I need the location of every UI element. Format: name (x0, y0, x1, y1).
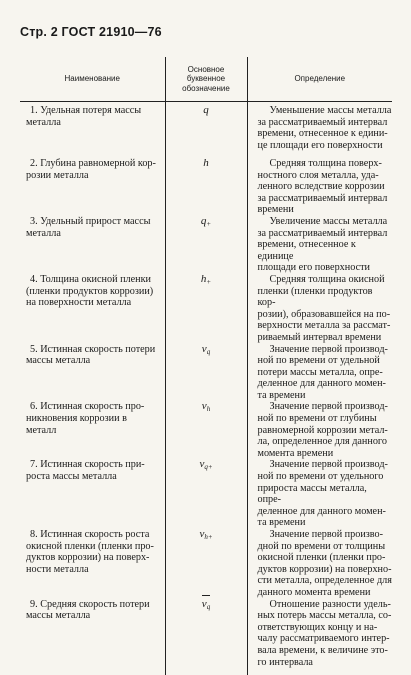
definition-line: Средняя толщина окисной (269, 273, 385, 285)
table-row (20, 344, 392, 402)
term-name-line: металла (26, 116, 61, 128)
definition-line: Значение первой производ- (269, 459, 388, 471)
table-row (20, 599, 392, 675)
term-symbol (202, 344, 210, 359)
symbol-subscript: q+ (204, 463, 213, 472)
term-symbol (203, 105, 209, 117)
term-name-line: 8. Истинная скорость роста (30, 529, 150, 540)
symbol-letter: q (200, 214, 207, 227)
definition-line: ной по времени от удельного (257, 471, 384, 483)
term-definition-cell (247, 459, 392, 529)
term-definition-cell (247, 216, 392, 274)
definition-line: верхности металла за рассмат- (257, 320, 391, 332)
symbol-letter: h (203, 157, 209, 169)
definition-line: окисной пленки (пленки про- (257, 552, 386, 564)
term-name-cell (20, 401, 165, 459)
term-name-cell (20, 216, 165, 274)
term-name-cell (20, 599, 165, 675)
definition-line: ленного вследствие коррозии (257, 181, 385, 193)
symbol-subscript: h+ (204, 533, 213, 541)
definition-line: Увеличение массы металла (269, 215, 388, 227)
term-name-line: металла (26, 227, 61, 239)
table-row (20, 529, 392, 599)
term-symbol-cell (165, 401, 247, 459)
term-name-line: дуктов коррозии) на поверх- (26, 552, 150, 564)
term-symbol-cell (165, 158, 247, 216)
definition-line: момента времени (257, 447, 334, 459)
definition-line: деленное для данного момен- (257, 378, 386, 390)
definition-line: за рассматриваемый интервал (257, 227, 388, 239)
definition-line: сти металла, определенное для (257, 575, 392, 587)
definition-line: времени, отнесенное к единице (257, 239, 356, 262)
symbol-subscript: q (206, 347, 211, 356)
symbol-letter: v (201, 400, 207, 413)
definition-line: Отношение разности удель- (269, 598, 391, 610)
term-symbol (201, 216, 211, 231)
definition-line: чалу рассматриваемого интер- (257, 633, 390, 645)
term-symbol-cell (165, 102, 247, 159)
symbol-letter: v (199, 458, 205, 471)
term-symbol-cell (165, 216, 247, 274)
symbol-subscript: h (206, 405, 211, 414)
definition-line: та времени (257, 517, 306, 529)
table-header-row (20, 57, 392, 102)
term-symbol (203, 158, 209, 170)
term-definition-cell (247, 102, 392, 159)
term-name-line: окисной пленки (пленки про- (26, 540, 154, 552)
term-symbol (199, 459, 212, 474)
definition-line: ответствующих концу и на- (257, 621, 378, 633)
definition-line: за рассматриваемый интервал (257, 192, 388, 204)
symbol-letter: h (200, 272, 207, 285)
term-symbol (201, 274, 211, 289)
definition-line: площади его поверхности (257, 262, 370, 274)
page-header: Стр. 2 ГОСТ 21910—76 (20, 25, 162, 39)
term-definition-cell (247, 401, 392, 459)
definition-line: Значение первой произво- (269, 529, 384, 540)
column-header-definition: Определение (247, 57, 392, 102)
definition-line: та времени (257, 389, 306, 401)
term-name-line: ности металла (26, 563, 89, 575)
term-symbol-cell (165, 274, 247, 344)
term-name-cell (20, 344, 165, 402)
definition-line: времени, отнесенное к едини- (257, 128, 388, 140)
term-name-cell (20, 459, 165, 529)
term-name-cell (20, 529, 165, 599)
table-row (20, 274, 392, 344)
term-symbol-cell (165, 529, 247, 599)
symbol-subscript: + (206, 219, 212, 228)
symbol-letter: v (201, 597, 207, 610)
term-name-line: 1. Удельная потеря массы (30, 105, 142, 116)
term-name-line: на поверхности металла (26, 297, 132, 309)
term-name-cell (20, 102, 165, 159)
term-name-line: массы металла (26, 355, 91, 367)
term-name-cell (20, 274, 165, 344)
definition-line: риваемый интервал времени (257, 331, 382, 343)
definition-line: го интервала (257, 656, 313, 668)
definition-line: деленное для данного момен- (257, 505, 386, 517)
definition-line: Средняя толщина поверх- (269, 158, 382, 169)
term-definition-cell (247, 599, 392, 675)
terms-table (20, 57, 392, 675)
term-symbol-cell (165, 344, 247, 402)
definition-line: за рассматриваемый интервал (257, 116, 388, 128)
symbol-subscript: + (206, 277, 212, 286)
term-name-line: массы металла (26, 610, 91, 622)
term-symbol-cell (165, 459, 247, 529)
definition-line: ной по времени от удельной (257, 355, 380, 367)
term-name-line: 6. Истинная скорость про- (30, 401, 145, 413)
term-symbol (199, 529, 212, 544)
definition-line: прироста массы металла, опре- (257, 482, 367, 506)
term-name-line: 4. Толщина окисной пленки (30, 273, 151, 285)
definition-line: дуктов коррозии) на поверхно- (257, 563, 392, 575)
term-name-line: 9. Средняя скорость потери (30, 598, 150, 610)
table-row (20, 459, 392, 529)
table-row (20, 401, 392, 459)
definition-line: времени (257, 204, 294, 216)
column-header-name: Наименование (20, 57, 165, 102)
definition-line: ной по времени от глубины (257, 413, 377, 425)
definition-line: дной по времени от толщины (257, 540, 386, 552)
column-header-symbol: Основное буквенное обозначение (165, 57, 247, 102)
symbol-letter: v (199, 528, 205, 540)
term-definition-cell (247, 344, 392, 402)
term-definition-cell (247, 529, 392, 599)
definition-line: це площади его поверхности (257, 139, 383, 151)
term-name-line: 3. Удельный прирост массы (30, 215, 151, 227)
term-definition-cell (247, 274, 392, 344)
term-symbol-cell (165, 599, 247, 675)
table-row (20, 158, 392, 216)
term-name-line: никновения коррозии в металл (26, 413, 127, 436)
table-row (20, 216, 392, 274)
term-symbol (202, 599, 210, 614)
definition-line: Значение первой производ- (269, 401, 388, 413)
definition-line: вала времени, к величине это- (257, 644, 388, 656)
term-name-line: роста массы металла (26, 471, 117, 483)
term-definition-cell (247, 158, 392, 216)
term-name-cell (20, 158, 165, 216)
definition-line: Уменьшение массы металла (269, 105, 392, 116)
term-name-line: 2. Глубина равномерной кор- (30, 158, 156, 169)
definition-line: пленки (пленки продуктов кор- (257, 285, 373, 309)
definition-line: розии), образовавшейся на по- (257, 308, 391, 320)
definition-line: Значение первой производ- (269, 343, 388, 355)
term-name-line: 7. Истинная скорость при- (30, 459, 145, 471)
definition-line: данного момента времени (257, 586, 371, 598)
definition-line: равномерной коррозии метал- (257, 424, 388, 436)
definition-line: ностного слоя металла, уда- (257, 169, 379, 181)
definition-line: потери массы металла, опре- (257, 366, 383, 378)
term-name-line: 5. Истинная скорость потери (30, 343, 156, 355)
table-row (20, 102, 392, 159)
overline-mark (202, 595, 210, 596)
definition-line: ла, определенное для данного (257, 436, 387, 448)
symbol-letter: v (201, 342, 207, 355)
symbol-letter: q (203, 104, 209, 116)
term-name-line: розии металла (26, 169, 89, 181)
definition-line: ных потерь массы металла, со- (257, 610, 392, 622)
term-symbol (202, 401, 210, 416)
term-name-line: (пленки продуктов коррозии) (26, 285, 154, 297)
symbol-subscript: q (206, 602, 211, 611)
